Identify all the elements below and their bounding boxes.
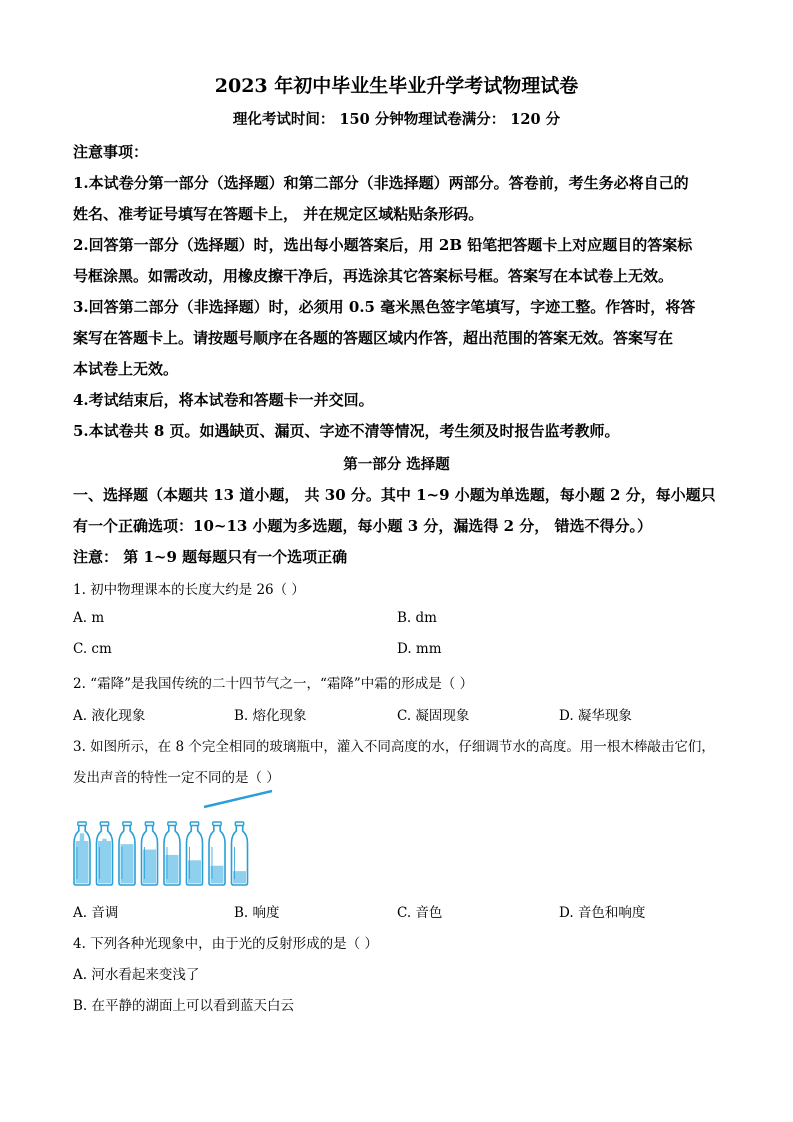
q3-option-b: B. 响度 <box>234 905 280 921</box>
notice-line: 4.考试结束后，将本试卷和答题卡一并交回。 <box>73 391 374 409</box>
notice-line: 5.本试卷共 8 页。如遇缺页、漏页、字迹不清等情况，考生须及时报告监考教师。 <box>73 422 620 440</box>
q3-stem: 3. 如图所示，在 8 个完全相同的玻璃瓶中，灌入不同高度的水，仔细调节水的高度。用一根木棒敲击它们， <box>73 739 715 755</box>
q4-option-a: A. 河水看起来变浅了 <box>73 967 200 983</box>
bottle-lip <box>123 822 131 826</box>
q1-stem: 1. 初中物理课本的长度大约是 26（ ） <box>73 582 305 598</box>
glass-bottle <box>142 822 158 885</box>
notice-line: 2.回答第一部分（选择题）时，选出每小题答案后，用 2B 铅笔把答题卡上对应题目的答案标 <box>73 236 693 254</box>
glass-bottles-figure <box>70 785 280 890</box>
bottle-lip <box>78 822 86 826</box>
q2-option-c: C. 凝固现象 <box>397 708 470 724</box>
section-intro: 有一个正确选项：10~13 小题为多选题，每小题 3 分，漏选得 2 分， 错选不得分。） <box>73 517 653 535</box>
glass-bottle <box>119 822 135 885</box>
bottle-lip <box>145 822 153 826</box>
notice-line: 3.回答第二部分（非选择题）时，必须用 0.5 毫米黑色签字笔填写，字迹工整。作答时，将答 <box>73 298 696 316</box>
q1-option-c: C. cm <box>73 641 112 657</box>
water-fill <box>166 855 179 884</box>
q2-stem: 2. “霜降”是我国传统的二十四节气之一，“霜降”中霜的形成是（ ） <box>73 676 474 692</box>
water-fill <box>121 844 134 883</box>
water-fill <box>188 860 201 883</box>
section-intro: 一、选择题（本题共 13 道小题， 共 30 分。其中 1~9 小题为单选题，每小题 2 分，每小题只 <box>73 486 716 504</box>
notice-line: 1.本试卷分第一部分（选择题）和第二部分（非选择题）两部分。答卷前，考生务必将自己的 <box>73 174 689 192</box>
bottle-lip <box>190 822 198 826</box>
bottle-lip <box>213 822 221 826</box>
water-fill-neck <box>80 833 84 845</box>
glass-bottle <box>187 822 203 885</box>
notice-heading: 注意事项： <box>73 143 149 161</box>
notice-line: 姓名、准考证号填写在答题卡上， 并在规定区域粘贴条形码。 <box>73 205 484 223</box>
q3-option-c: C. 音色 <box>397 905 443 921</box>
glass-bottle <box>232 822 248 885</box>
q1-option-b: B. dm <box>397 610 437 626</box>
notice-line: 案写在答题卡上。请按题号顺序在各题的答题区域内作答，超出范围的答案无效。答案写在 <box>73 329 674 347</box>
exam-title: 2023 年初中毕业生毕业升学考试物理试卷 <box>214 75 579 97</box>
q2-option-b: B. 熔化现象 <box>234 708 307 724</box>
section-title: 第一部分 选择题 <box>343 456 450 473</box>
q1-option-a: A. m <box>73 610 105 626</box>
q3-option-d: D. 音色和响度 <box>559 905 646 921</box>
water-fill <box>233 871 246 883</box>
q4-option-b: B. 在平静的湖面上可以看到蓝天白云 <box>73 998 295 1014</box>
water-fill <box>76 841 89 884</box>
q4-stem: 4. 下列各种光现象中，由于光的反射形成的是（ ） <box>73 936 378 952</box>
glass-bottle <box>164 822 180 885</box>
bottle-lip <box>100 822 108 826</box>
q1-option-d: D. mm <box>397 641 442 657</box>
water-fill <box>98 841 111 884</box>
bottle-lip <box>235 822 243 826</box>
glass-bottle <box>74 822 90 885</box>
q3-stem: 发出声音的特性一定不同的是（ ） <box>73 770 280 786</box>
section-note: 注意： 第 1~9 题每题只有一个选项正确 <box>73 548 348 566</box>
glass-bottle <box>209 822 225 885</box>
notice-line: 号框涂黑。如需改动，用橡皮擦干净后，再选涂其它答案标号框。答案写在本试卷上无效。 <box>73 267 674 285</box>
q3-option-a: A. 音调 <box>73 905 119 921</box>
q2-option-d: D. 凝华现象 <box>559 708 632 724</box>
bottle-lip <box>168 822 176 826</box>
q2-option-a: A. 液化现象 <box>73 708 146 724</box>
water-fill <box>143 850 156 884</box>
notice-line: 本试卷上无效。 <box>73 360 179 378</box>
water-fill-neck <box>102 839 106 845</box>
wooden-stick <box>204 791 272 807</box>
glass-bottle <box>97 822 113 885</box>
water-fill <box>211 866 224 884</box>
exam-subtitle: 理化考试时间： 150 分钟物理试卷满分： 120 分 <box>232 111 561 128</box>
